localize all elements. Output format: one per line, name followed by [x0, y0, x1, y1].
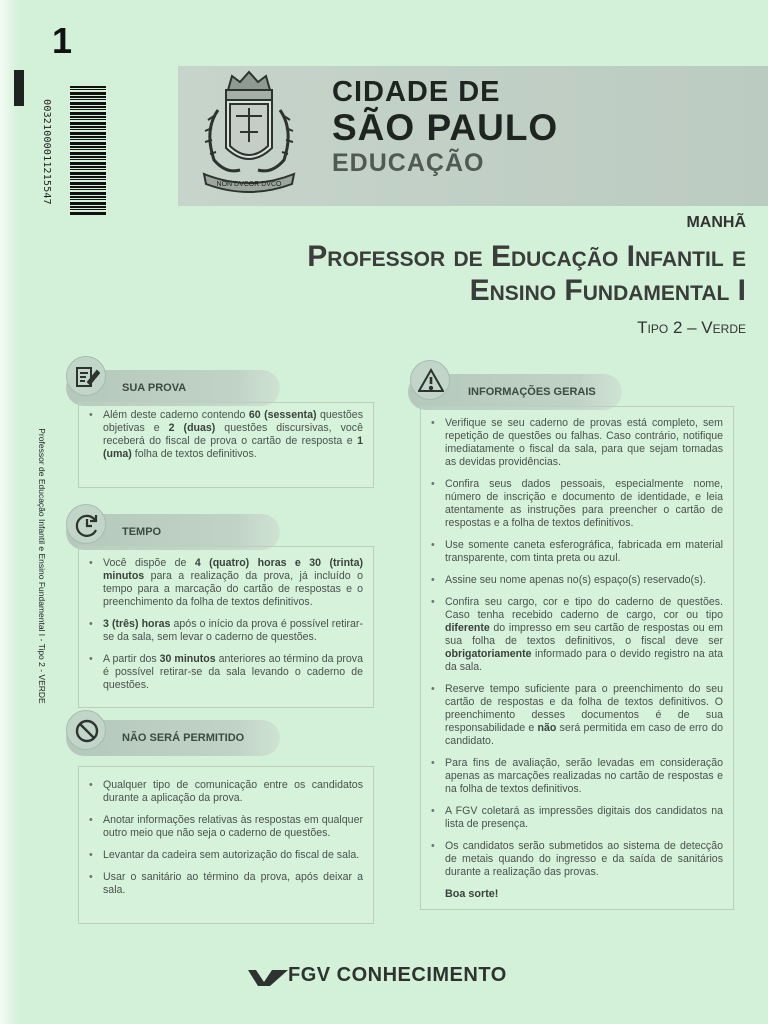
- warning-icon: [410, 360, 450, 400]
- page-left-edge: [0, 0, 18, 1024]
- section-title-nao-permitido: NÃO SERÁ PERMITIDO: [122, 732, 245, 744]
- list-item: • Usar o sanitário ao término da prova, após deixar a sala.: [87, 871, 363, 897]
- list-sua-prova: [87, 409, 363, 461]
- list-item: • A partir dos 30 minutos anteriores ao término da prova é possível retirar-se da sala levando o caderno de questões.: [87, 653, 363, 692]
- exam-type: Tipo 2 – Verde: [637, 318, 746, 337]
- list-item: • Os candidatos serão submetidos ao sistema de detecção de metais quando do ingresso e da saída de sanitários durante a realização das provas.: [429, 840, 723, 879]
- list-item: • 3 (três) horas após o início da prova é possível retirar-se da sala, sem levar o caderno de questões.: [87, 618, 363, 644]
- side-registration-mark: [14, 70, 24, 106]
- list-item: • Assine seu nome apenas no(s) espaço(s) reservado(s).: [429, 574, 723, 587]
- list-item: • Além deste caderno contendo 60 (sessenta) questões objetivas e 2 (duas) questões discursivas, você receberá do fiscal de prova o cartão de resposta e 1 (uma) folha de textos definitivos.: [87, 409, 363, 461]
- section-panel-nao-permitido: [78, 766, 374, 924]
- list-item: • A FGV coletará as impressões digitais dos candidatos na lista de presença.: [429, 805, 723, 831]
- section-panel-informacoes-gerais: [420, 406, 734, 910]
- section-panel-tempo: [78, 546, 374, 708]
- header-city-line1: CIDADE DE: [332, 76, 501, 108]
- list-item: • Levantar da cadeira sem autorização do fiscal de sala.: [87, 849, 363, 862]
- page-number: 1: [52, 20, 73, 61]
- fgv-logo-icon: [248, 966, 288, 988]
- edit-document-icon: [66, 356, 106, 396]
- sao-paulo-crest-icon: [196, 70, 302, 198]
- exam-title-line1: Professor de Educação Infantil e: [307, 240, 746, 273]
- list-tempo: [87, 557, 363, 692]
- list-item: • Anotar informações relativas às respostas em qualquer outro meio que não seja o caderno de questões.: [87, 814, 363, 840]
- footer-brand: FGV CONHECIMENTO: [288, 964, 507, 986]
- list-item: • Para fins de avaliação, serão levadas em consideração apenas as marcações realizadas no cartão de respostas e na folha de textos definitivos.: [429, 757, 723, 796]
- prohibited-icon: [66, 710, 106, 750]
- barcode-number: 00321000011215547: [41, 99, 52, 205]
- section-title-sua-prova: SUA PROVA: [122, 382, 187, 394]
- spine-text: Professor de Educação Infantil e Ensino Fundamental I - Tipo 2 - VERDE: [37, 428, 47, 704]
- closing-message: Boa sorte!: [445, 888, 499, 900]
- header-city-line3: EDUCAÇÃO: [332, 149, 485, 177]
- list-item: • Confira seus dados pessoais, especialmente nome, número de inscrição e documento de identidade, e leia atentamente as instruções para preencher o cartão de respostas e a folha de textos definitivos.: [429, 478, 723, 530]
- section-panel-sua-prova: [78, 402, 374, 488]
- list-informacoes-gerais: [429, 417, 723, 879]
- crest-motto: NON DVCOR DVCO: [216, 181, 282, 188]
- list-item: • Você dispõe de 4 (quatro) horas e 30 (trinta) minutos para a realização da prova, já incluído o tempo para a marcação do cartão de respostas e o preenchimento da folha de textos definitivos.: [87, 557, 363, 609]
- header-city-line2: SÃO PAULO: [332, 107, 559, 148]
- section-title-tempo: TEMPO: [122, 526, 162, 538]
- list-item: • Confira seu cargo, cor e tipo do caderno de questões. Caso tenha recebido caderno de cargo, cor ou tipo diferente do impresso em seu cartão de respostas ou em sua folha de textos definitivos, o fiscal deve ser obrigatoriamente informado para o devido registro na ata da sala.: [429, 596, 723, 674]
- clock-icon: [66, 504, 106, 544]
- list-item: • Reserve tempo suficiente para o preenchimento do seu cartão de respostas e da folha de textos definitivos. O preenchimento desses documentos é de sua responsabilidade e não será permitida em caso de erro do candidato.: [429, 683, 723, 748]
- list-item: • Verifique se seu caderno de provas está completo, sem repetição de questões ou falhas. Caso contrário, notifique imediatamente o fiscal da sala, para que sejam tomadas as devidas providências.: [429, 417, 723, 469]
- list-nao-permitido: [87, 779, 363, 897]
- list-item: • Use somente caneta esferográfica, fabricada em material transparente, com tinta preta ou azul.: [429, 539, 723, 565]
- barcode: [70, 86, 106, 216]
- exam-title-line2: Ensino Fundamental I: [469, 274, 746, 307]
- exam-shift: MANHÃ: [686, 214, 746, 231]
- fgv-footer-logo: [248, 962, 548, 992]
- list-item: • Qualquer tipo de comunicação entre os candidatos durante a aplicação da prova.: [87, 779, 363, 805]
- section-title-informacoes-gerais: INFORMAÇÕES GERAIS: [468, 386, 596, 398]
